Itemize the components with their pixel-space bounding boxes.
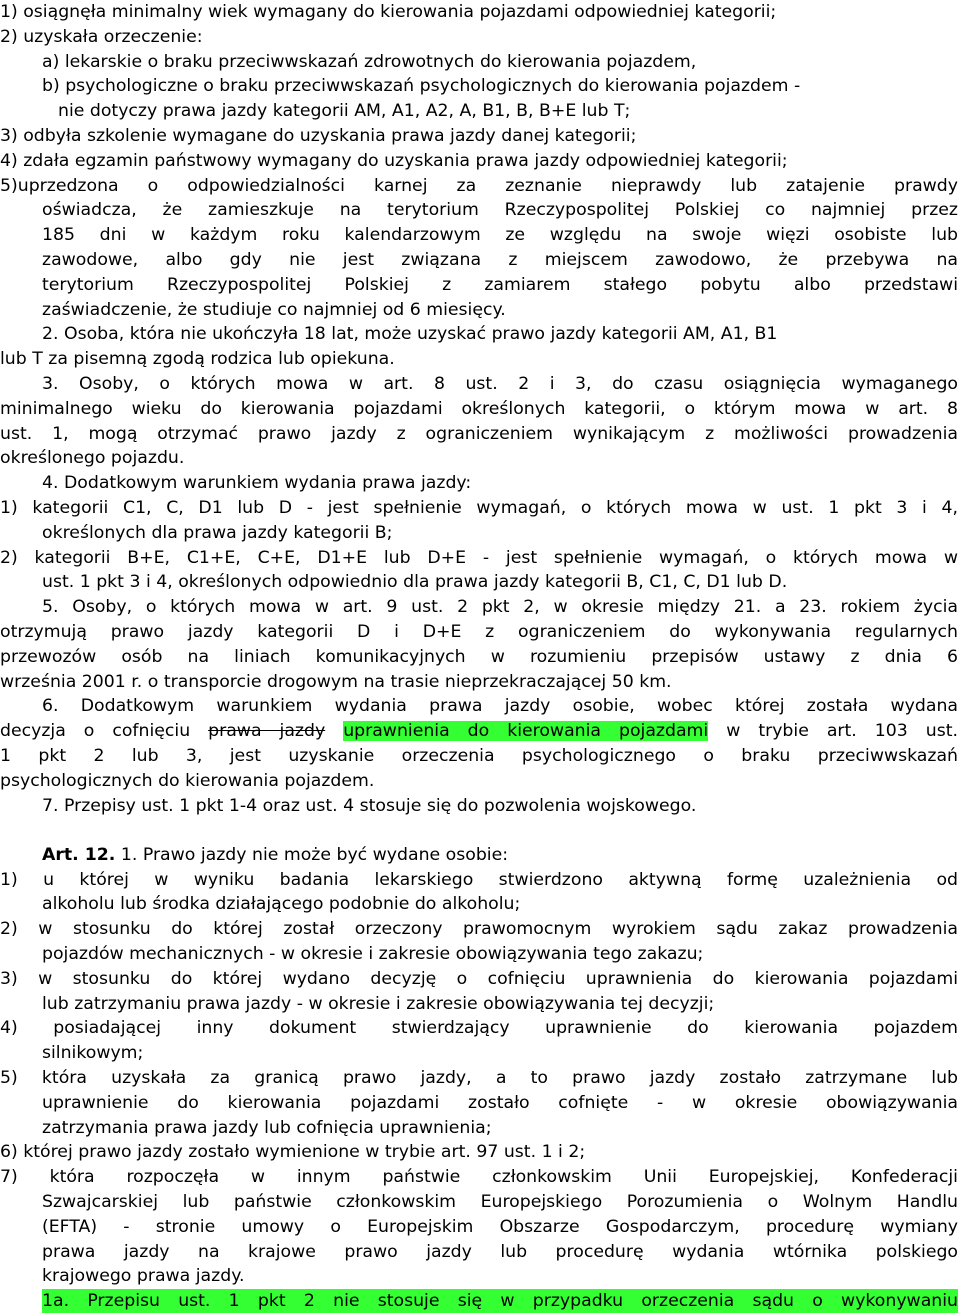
text-line: 4) posiadającej inny dokument stwierdzający uprawnienie do kierowania pojazdem [0,1018,958,1039]
text-line: 1) osiągnęła minimalny wiek wymagany do kierowania pojazdami odpowiedniej kategorii; [0,2,777,22]
text-line: prawa jazdy na krajowe prawo jazdy lub procedurę wydania wtórnika polskiego [42,1241,958,1262]
text-line: 7) która rozpoczęła w innym państwie członkowskim Unii Europejskiej, Konfederacji [0,1167,958,1188]
text-line: 2. Osoba, która nie ukończyła 18 lat, może uzyskać prawo jazdy kategorii AM, A1, B1 [42,324,778,345]
text-line: a) lekarskie o braku przeciwwskazań zdrowotnych do kierowania pojazdem, [42,51,697,72]
text-line: 185 dni w każdym roku kalendarzowym ze względu na swoje więzi osobiste lub [42,225,958,246]
text-line: lub T za pisemną zgodą rodzica lub opiekuna. [0,349,395,370]
text-line: 1) u której w wyniku badania lekarskiego stwierdzono aktywną formę uzależnienia od [0,869,958,890]
text-line: pojazdów mechanicznych - w okresie i zakresie obowiązywania tego zakazu; [42,944,704,964]
text-line: 2) kategorii B+E, C1+E, C+E, D1+E lub D+E - jest spełnienie wymagań, o których mowa w [0,547,958,568]
text-line: krajowego prawa jazdy. [42,1266,245,1287]
text-line: przewozów osób na liniach komunikacyjnych w rozumieniu przepisów ustawy z dnia 6 [0,646,958,667]
text-line: uprawnienie do kierowania pojazdami zostało cofnięte - w okresie obowiązywania [42,1092,958,1113]
text-line: otrzymują prawo jazdy kategorii D i D+E z ograniczeniem do wykonywania regularnych [0,622,958,642]
text-line: psychologicznych do kierowania pojazdem. [0,770,375,791]
text-line [0,719,958,743]
text-line: ust. 1, mogą otrzymać prawo jazdy z ograniczeniem wynikającym z możliwości prowadzenia [0,423,958,444]
text-line: Szwajcarskiej lub państwie członkowskim Europejskiego Porozumienia o Wolnym Handlu [42,1192,958,1212]
highlighted-line: 1a. Przepisu ust. 1 pkt 2 nie stosuje się w przypadku orzeczenia sądu o wykonywaniu [42,1291,958,1312]
text-line: zawodowe, albo gdy nie jest związana z miejscem zawodowo, że przebywa na [42,250,958,270]
text-line: nie dotyczy prawa jazdy kategorii AM, A1, A2, A, B1, B, B+E lub T; [58,101,631,122]
text-line: terytorium Rzeczypospolitej Polskiej z zamiarem stałego pobytu albo przedstawi [42,274,958,295]
article-heading [42,843,942,867]
article-text: 1. Prawo jazdy nie może być wydane osobie: [115,844,509,865]
text-line: ust. 1 pkt 3 i 4, określonych odpowiednio dla prawa jazdy kategorii B, C1, C, D1 lub D. [42,572,788,593]
text-line: września 2001 r. o transporcie drogowym na trasie nieprzekraczającej 50 km. [0,671,672,692]
text-line: 5) która uzyskała za granicą prawo jazdy, a to prawo jazdy zostało zatrzymane lub [0,1068,958,1088]
text-line: określonych dla prawa jazdy kategorii B; [42,522,393,543]
text-line: minimalnego wieku do kierowania pojazdami określonych kategorii, o którym mowa w art. 8 [0,398,958,419]
text-line: 6. Dodatkowym warunkiem wydania prawa jazdy osobie, wobec której została wydana [42,696,958,717]
text-line: 7. Przepisy ust. 1 pkt 1-4 oraz ust. 4 stosuje się do pozwolenia wojskowego. [42,795,697,816]
text-line: 3. Osoby, o których mowa w art. 8 ust. 2 i 3, do czasu osiągnięcia wymaganego [42,374,958,394]
text-line: zaświadczenie, że studiuje co najmniej od 6 miesięcy. [42,299,506,320]
text-line: 5. Osoby, o których mowa w art. 9 ust. 2 pkt 2, w okresie między 21. a 23. rokiem życia [42,597,958,618]
text-line: (EFTA) - stronie umowy o Europejskim Obszarze Gospodarczym, procedurę wymiany [42,1216,958,1237]
text-line: 2) w stosunku do której został orzeczony prawomocnym wyrokiem sądu zakaz prowadzenia [0,919,958,940]
line-space [325,721,343,741]
text-line: 6) której prawo jazdy zostało wymienione w trybie art. 97 ust. 1 i 2; [0,1142,586,1163]
line-text: decyzja o cofnięciu [0,721,209,742]
text-line: alkoholu lub środka działającego podobnie do alkoholu; [42,894,521,915]
text-line: 4. Dodatkowym warunkiem wydania prawa jazdy: [42,473,472,494]
text-line: lub zatrzymaniu prawa jazdy - w okresie i zakresie obowiązywania tej decyzji; [42,993,715,1014]
text-line: 5)uprzedzona o odpowiedzialności karnej za zeznanie nieprawdy lub zatajenie prawdy [0,175,958,196]
text-line: 1) kategorii C1, C, D1 lub D - jest spełnienie wymagań, o których mowa w ust. 1 pkt 3 i 4, [0,498,958,518]
highlighted-text: uprawnienia do kierowania pojazdami [343,721,709,742]
struck-text: prawa jazdy [208,721,326,742]
text-line: oświadcza, że zamieszkuje na terytorium Rzeczypospolitej Polskiej co najmniej przez [42,200,958,221]
text-line: b) psychologiczne o braku przeciwwskazań psychologicznych do kierowania pojazdem - [42,76,801,97]
text-line: zatrzymania prawa jazdy lub cofnięcia uprawnienia; [42,1117,492,1138]
text-line: 1 pkt 2 lub 3, jest uzyskanie orzeczenia psychologicznego o braku przeciwwskazań [0,746,958,766]
text-line: silnikowym; [42,1043,144,1064]
text-line: 3) odbyła szkolenie wymagane do uzyskania prawa jazdy danej kategorii; [0,126,637,146]
line-text: w trybie art. 103 ust. [708,721,958,742]
article-number: Art. 12. [42,844,116,865]
text-line: określonego pojazdu. [0,448,185,469]
text-line: 2) uzyskała orzeczenie: [0,26,203,47]
text-line: 4) zdała egzamin państwowy wymagany do uzyskania prawa jazdy odpowiedniej kategorii; [0,150,788,171]
text-line: 3) w stosunku do której wydano decyzję o cofnięciu uprawnienia do kierowania pojazdami [0,968,958,989]
